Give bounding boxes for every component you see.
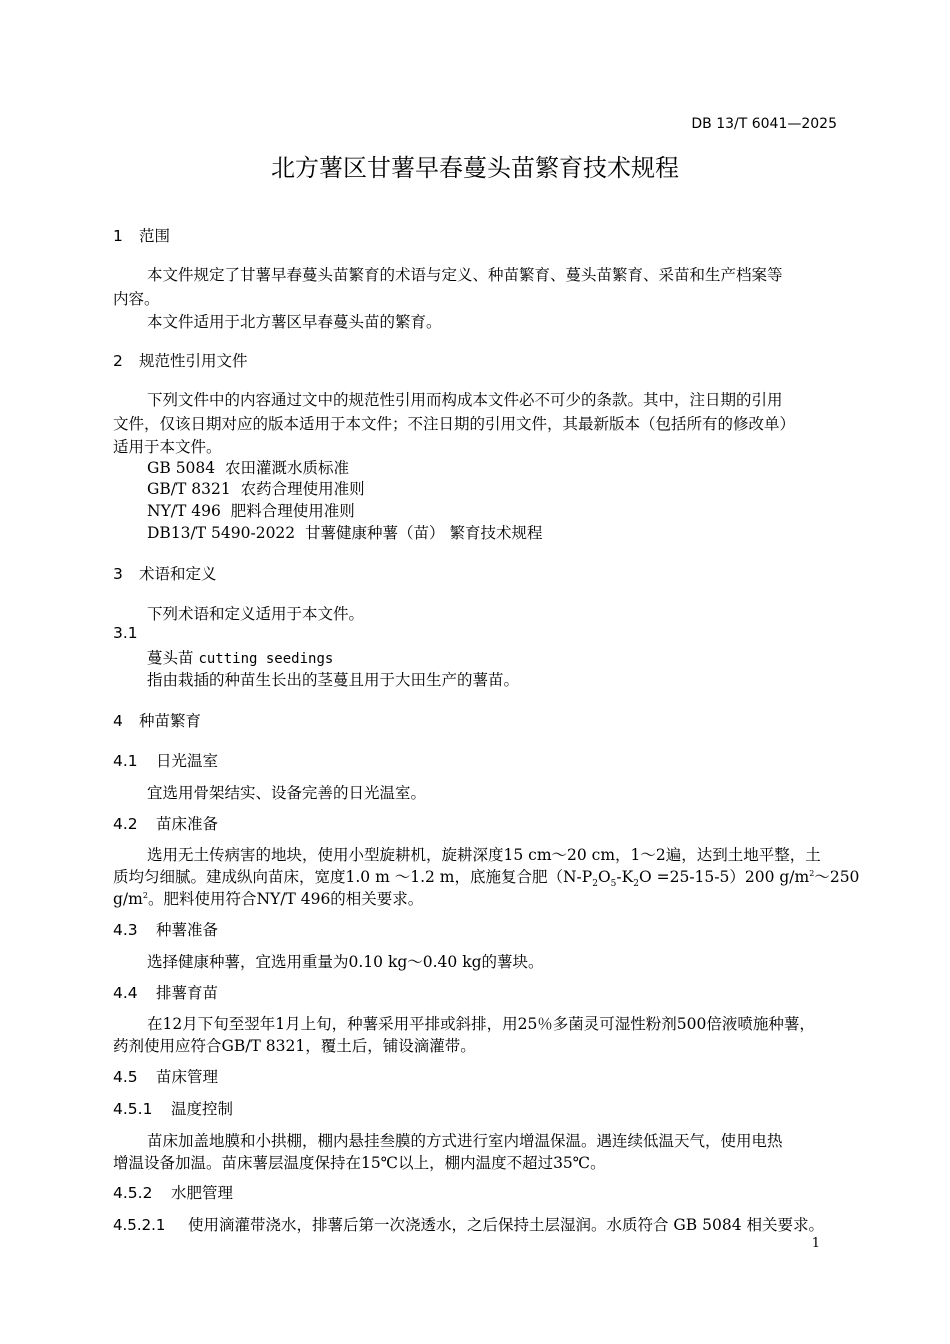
section-4-5-2-1-para: 4.5.2.1 使用滴灌带浇水，排薯后第一次浇透水，之后保持土层湿润。水质符合 GB 5084 相关要求。 — [113, 1216, 825, 1234]
section-4-5-2-heading: 4.5.2 水肥管理 — [113, 1184, 234, 1202]
section-4-4-heading: 4.4 排薯育苗 — [113, 984, 219, 1002]
section-2-para-line-2: 文件，仅该日期对应的版本适用于本文件；不注日期的引用文件，其最新版本（包括所有的修改单） — [113, 415, 796, 433]
section-1-para-1-line-2: 内容。 — [113, 290, 160, 308]
section-4-5-1-line-2: 增温设备加温。苗床薯层温度保持在15℃以上，棚内温度不超过35℃。 — [113, 1154, 606, 1172]
section-2-heading: 2 规范性引用文件 — [113, 352, 248, 370]
section-4-5-1-line-1: 苗床加盖地膜和小拱棚，棚内悬挂叁膜的方式进行室内增温保温。遇连续低温天气，使用电热 — [147, 1132, 783, 1150]
reference-item: NY/T 496 肥料合理使用准则 — [147, 502, 355, 520]
section-4-4-line-1: 在12月下旬至翌年1月上旬，种薯采用平排或斜排，用25％多菌灵可湿性粉剂500倍液喷施种薯， — [147, 1015, 815, 1033]
section-1-para-1-line-1: 本文件规定了甘薯早春蔓头苗繁育的术语与定义、种苗繁育、蔓头苗繁育、采苗和生产档案等 — [147, 266, 783, 284]
section-4-5-heading: 4.5 苗床管理 — [113, 1068, 219, 1086]
section-2-para-line-3: 适用于本文件。 — [113, 438, 222, 456]
section-4-1-para: 宜选用骨架结实、设备完善的日光温室。 — [147, 784, 427, 802]
document-title: 北方薯区甘薯早春蔓头苗繁育技术规程 — [271, 154, 679, 182]
section-4-5-1-heading: 4.5.1 温度控制 — [113, 1100, 234, 1118]
section-4-2-line-3: $g/m^2$。肥料使用符合NY/T 496的相关要求。 — [113, 890, 424, 908]
section-2-para-line-1: 下列文件中的内容通过文中的规范性引用而构成本文件必不可少的条款。其中，注日期的引用 — [147, 391, 783, 409]
section-4-heading: 4 种苗繁育 — [113, 712, 202, 730]
standard-number: DB 13/T 6041—2025 — [691, 116, 837, 132]
section-4-3-para: 选择健康种薯，宜选用重量为0.10 kg～0.40 kg的薯块。 — [147, 953, 544, 971]
section-4-4-line-2: 药剂使用应符合GB/T 8321，覆土后，铺设滴灌带。 — [113, 1037, 476, 1055]
term-number: 3.1 — [113, 624, 138, 642]
section-4-2-heading: 4.2 苗床准备 — [113, 815, 219, 833]
section-3-para: 下列术语和定义适用于本文件。 — [147, 605, 365, 623]
section-1-para-2: 本文件适用于北方薯区早春蔓头苗的繁育。 — [147, 313, 442, 331]
section-4-2-line-2: 质均匀细腻。建成纵向苗床，宽度1.0 m ～1.2 m，底施复合肥$(N-P_2O_5-K_2O =25-15-5)200$ $g/m^2\sim 250$ — [113, 868, 860, 890]
section-4-1-heading: 4.1 日光温室 — [113, 752, 219, 770]
reference-item: GB 5084 农田灌溉水质标准 — [147, 459, 350, 477]
reference-item: DB13/T 5490-2022 甘薯健康种薯（苗） 繁育技术规程 — [147, 524, 543, 542]
term-definition: 指由栽插的种苗生长出的茎蔓且用于大田生产的薯苗。 — [147, 671, 520, 689]
section-4-3-heading: 4.3 种薯准备 — [113, 921, 219, 939]
section-1-heading: 1 范围 — [113, 227, 171, 245]
section-4-2-line-1: 选用无土传病害的地块，使用小型旋耕机，旋耕深度15 cm～20 cm，1～2遍，达到土地平整，土 — [147, 846, 821, 864]
page-number: 1 — [811, 1236, 820, 1251]
section-3-heading: 3 术语和定义 — [113, 565, 217, 583]
term-name: 蔓头苗 cutting seedings — [147, 649, 334, 667]
reference-item: GB/T 8321 农药合理使用准则 — [147, 480, 365, 498]
